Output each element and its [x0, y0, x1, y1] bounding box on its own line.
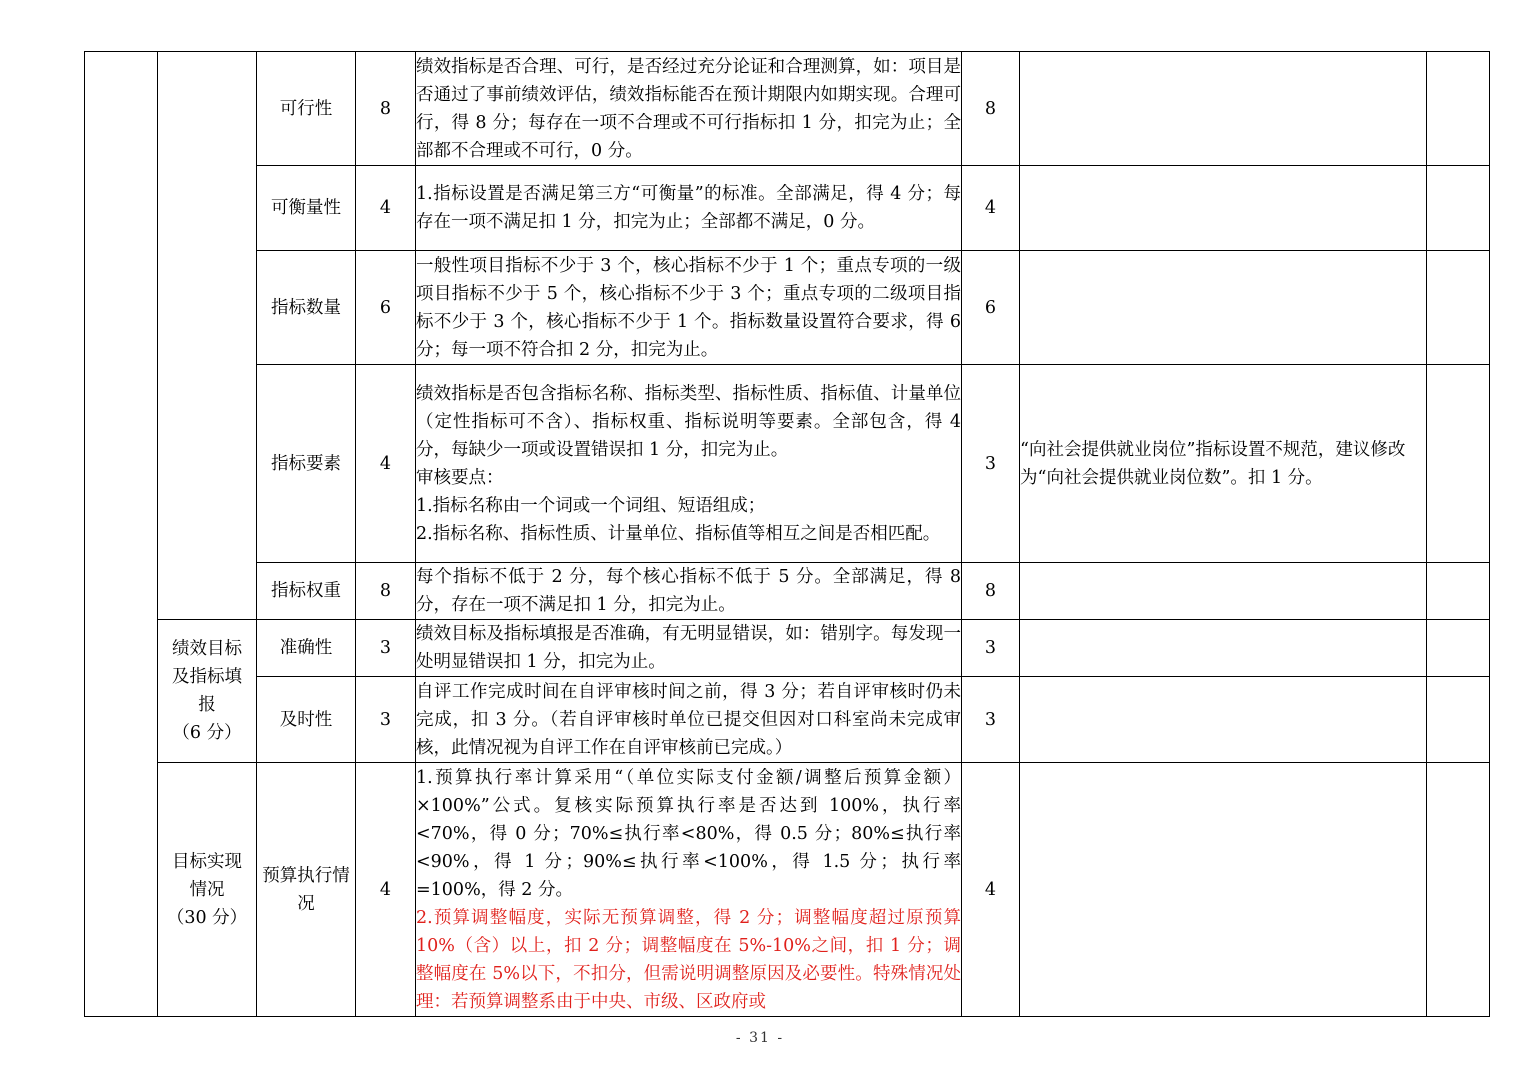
indicator-description	[416, 365, 962, 563]
indicator-score: 8	[962, 563, 1020, 620]
indicator-score: 8	[962, 52, 1020, 166]
indicator-score: 4	[962, 166, 1020, 251]
indicator-weight: 4	[356, 166, 416, 251]
extra-cell	[1427, 166, 1490, 251]
indicator-remark	[1020, 563, 1427, 620]
indicator-score: 4	[962, 763, 1020, 1017]
group-label: 及指标填	[172, 667, 242, 687]
table-row	[85, 763, 1490, 1017]
indicator-name: 可行性	[257, 52, 356, 166]
indicator-weight: 8	[356, 563, 416, 620]
description-text: 绩效指标是否包含指标名称、指标类型、指标性质、指标值、计量单位（定性指标可不含）、指标权重、指标说明等要素。全部包含，得 4 分，每缺少一项或设置错误扣 1 分，扣完为止。	[416, 383, 961, 460]
table-row	[85, 251, 1490, 365]
indicator-weight: 3	[356, 620, 416, 677]
group-label: 绩效目标	[172, 639, 242, 659]
group-label: 目标实现	[172, 851, 242, 872]
indicator-remark	[1020, 620, 1427, 677]
extra-cell	[1427, 620, 1490, 677]
description-text: 自评工作完成时间在自评审核时间之前，得 3 分；若自评审核时仍未完成，扣 3 分。（若自评审核时单位已提交但因对口科室尚未完成审核，此情况视为自评工作在自评审核前已完成。）	[416, 681, 961, 758]
indicator-weight: 8	[356, 52, 416, 166]
indicator-description	[416, 620, 962, 677]
indicator-score: 3	[962, 365, 1020, 563]
indicator-name: 指标权重	[257, 563, 356, 620]
extra-cell	[1427, 763, 1490, 1017]
description-text: 绩效目标及指标填报是否准确，有无明显错误，如：错别字。每发现一处明显错误扣 1 分，扣完为止。	[416, 624, 961, 672]
extra-cell	[1427, 52, 1490, 166]
indicator-description	[416, 251, 962, 365]
table-row	[85, 563, 1490, 620]
level2-cell	[158, 52, 257, 620]
indicator-remark	[1020, 677, 1427, 763]
group-label: 情况	[189, 879, 225, 900]
group-target-cell	[158, 763, 257, 1017]
indicator-weight: 3	[356, 677, 416, 763]
description-text: 1.指标设置是否满足第三方“可衡量”的标准。全部满足，得 4 分；每存在一项不满足扣 1 分，扣完为止；全部都不满足，0 分。	[416, 184, 961, 232]
indicator-weight: 4	[356, 763, 416, 1017]
indicator-name: 预算执行情况	[257, 763, 356, 1017]
indicator-weight: 4	[356, 365, 416, 563]
extra-cell	[1427, 563, 1490, 620]
indicator-remark	[1020, 52, 1427, 166]
description-text: 1.指标名称由一个词或一个词组、短语组成；	[416, 495, 766, 516]
indicator-description	[416, 52, 962, 166]
indicator-remark	[1020, 166, 1427, 251]
description-text-highlighted: 2.预算调整幅度，实际无预算调整，得 2 分；调整幅度超过原预算 10%（含）以上，扣 2 分；调整幅度在 5%-10%之间，扣 1 分；调整幅度在 5%以下，不扣分，但需说明调整原因及必要性。特殊情况处理：若预算调整系由于中央、市级、区政府或	[416, 907, 961, 1012]
description-text: 1.预算执行率计算采用“（单位实际支付金额/调整后预算金额）×100%”公式。复核实际预算执行率是否达到 100%，执行率<70%，得 0 分；70%≤执行率<80%，得 0.5 分；80%≤执行率<90%，得 1 分；90%≤执行率<100%，得 1.5 分；执行率=100%，得 2 分。	[416, 767, 961, 900]
extra-cell	[1427, 251, 1490, 365]
description-text: 绩效指标是否合理、可行，是否经过充分论证和合理测算，如：项目是否通过了事前绩效评估，绩效指标能否在预计期限内如期实现。合理可行，得 8 分；每存在一项不合理或不可行指标扣 1 分，扣完为止；全部都不合理或不可行，0 分。	[416, 56, 961, 161]
description-text: 一般性项目指标不少于 3 个，核心指标不少于 1 个；重点专项的一级项目指标不少于 5 个，核心指标不少于 3 个；重点专项的二级项目指标不少于 3 个，核心指标不少于 1 个。指标数量设置符合要求，得 6 分；每一项不符合扣 2 分，扣完为止。	[416, 255, 961, 360]
indicator-remark: “向社会提供就业岗位”指标设置不规范，建议修改为“向社会提供就业岗位数”。扣 1 分。	[1020, 365, 1427, 563]
level1-cell	[85, 52, 158, 1017]
indicator-remark	[1020, 251, 1427, 365]
page-number: - 31 -	[735, 1030, 785, 1046]
group-fill-cell	[158, 620, 257, 763]
indicator-description	[416, 677, 962, 763]
extra-cell	[1427, 677, 1490, 763]
table-row	[85, 166, 1490, 251]
table-row	[85, 620, 1490, 677]
indicator-weight: 6	[356, 251, 416, 365]
indicator-score: 3	[962, 620, 1020, 677]
indicator-name: 及时性	[257, 677, 356, 763]
group-score: （30 分）	[166, 907, 248, 928]
indicator-remark	[1020, 763, 1427, 1017]
description-text: 2.指标名称、指标性质、计量单位、指标值等相互之间是否相匹配。	[416, 523, 941, 544]
table-row	[85, 677, 1490, 763]
group-label: 报	[198, 695, 216, 715]
indicator-score: 3	[962, 677, 1020, 763]
indicator-name: 准确性	[257, 620, 356, 677]
evaluation-table	[84, 51, 1490, 1017]
indicator-name: 指标数量	[257, 251, 356, 365]
table-row	[85, 365, 1490, 563]
description-text: 每个指标不低于 2 分，每个核心指标不低于 5 分。全部满足，得 8 分，存在一项不满足扣 1 分，扣完为止。	[416, 567, 961, 615]
extra-cell	[1427, 365, 1490, 563]
indicator-description	[416, 563, 962, 620]
group-score: （6 分）	[172, 723, 242, 743]
indicator-name: 可衡量性	[257, 166, 356, 251]
indicator-score: 6	[962, 251, 1020, 365]
indicator-description	[416, 763, 962, 1017]
table-row	[85, 52, 1490, 166]
indicator-name: 指标要素	[257, 365, 356, 563]
indicator-description	[416, 166, 962, 251]
description-text: 审核要点：	[416, 467, 504, 488]
